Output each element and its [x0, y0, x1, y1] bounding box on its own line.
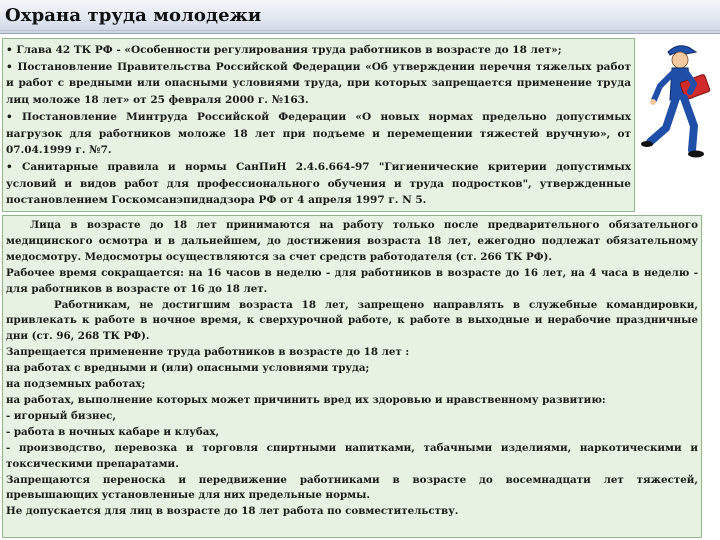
- page-title: Охрана труда молодежи: [5, 5, 262, 26]
- rules-panel: [2, 215, 702, 538]
- rule-paragraph: Запрещается применение труда работников в возрасте до 18 лет :: [6, 346, 410, 359]
- title-bar: [0, 0, 720, 34]
- legal-item: • Постановление Минтруда Российской Федерации «О новых нормах предельно допустимых нагрузок для работников моложе 18 лет при подъеме и перемещении тяжестей вручную», от 07.04.1999 г. №7.: [6, 110, 631, 157]
- rule-paragraph: Запрещаются переноска и передвижение работниками в возрасте до восемнадцати лет тяжестей, превышающих установленные для них предельные нормы.: [6, 473, 698, 502]
- rule-list-item: на подземных работах;: [6, 378, 146, 391]
- rule-list-item: - производство, перевозка и торговля спиртными напитками, табачными изделиями, наркотическими и токсическими препаратами.: [6, 441, 698, 470]
- rule-list-item: - игорный бизнес,: [6, 409, 116, 422]
- running-worker-icon: [638, 38, 718, 212]
- rule-paragraph: Не допускается для лиц в возрасте до 18 лет работа по совместительству.: [6, 505, 459, 518]
- rule-paragraph: Работникам, не достигшим возраста 18 лет, запрещено направлять в служебные командировки, привлекать к работе в ночное время, к сверхурочной работе, к работе в выходные и нерабочие праздничные дни (ст. 96, 268 ТК РФ).: [6, 298, 698, 343]
- rule-list-item: - работа в ночных кабаре и клубах,: [6, 425, 220, 438]
- rule-paragraph: Лица в возрасте до 18 лет принимаются на работу только после предварительного обязательного медицинского осмотра и в дальнейшем, до достижения возраста 18 лет, ежегодно подлежат обязательному медосмотру. Медосмотры осуществляются за счет средств работодателя (ст. 266 ТК РФ).: [6, 219, 698, 263]
- rule-list-item: на работах с вредными и (или) опасными условиями труда;: [6, 362, 370, 375]
- rule-list-item: на работах, выполнение которых может причинить вред их здоровью и нравственному развитию:: [6, 393, 606, 406]
- rule-paragraph: Рабочее время сокращается: на 16 часов в неделю - для работников в возрасте до 16 лет, на 4 часа в неделю - для работников в возрасте от 16 до 18 лет.: [6, 266, 698, 295]
- legal-item: • Санитарные правила и нормы СанПиН 2.4.6.664-97 "Гигиенические критерии допустимых условий и видов работ для профессионального обучения и труда подростков", утвержденные постановлением Госкомсанэпиднадзора РФ от 4 апреля 1997 г. N 5.: [6, 160, 631, 207]
- legal-item: • Постановление Правительства Российской Федерации «Об утверждении перечня тяжелых работ и работ с вредными или опасными условиями труда, при которых запрещается применение труда лиц моложе 18 лет» от 25 февраля 2000 г. №163.: [6, 60, 631, 107]
- legal-item: • Глава 42 ТК РФ - «Особенности регулирования труда работников в возрасте до 18 лет»;: [6, 44, 562, 56]
- legal-basis-panel: [2, 38, 635, 212]
